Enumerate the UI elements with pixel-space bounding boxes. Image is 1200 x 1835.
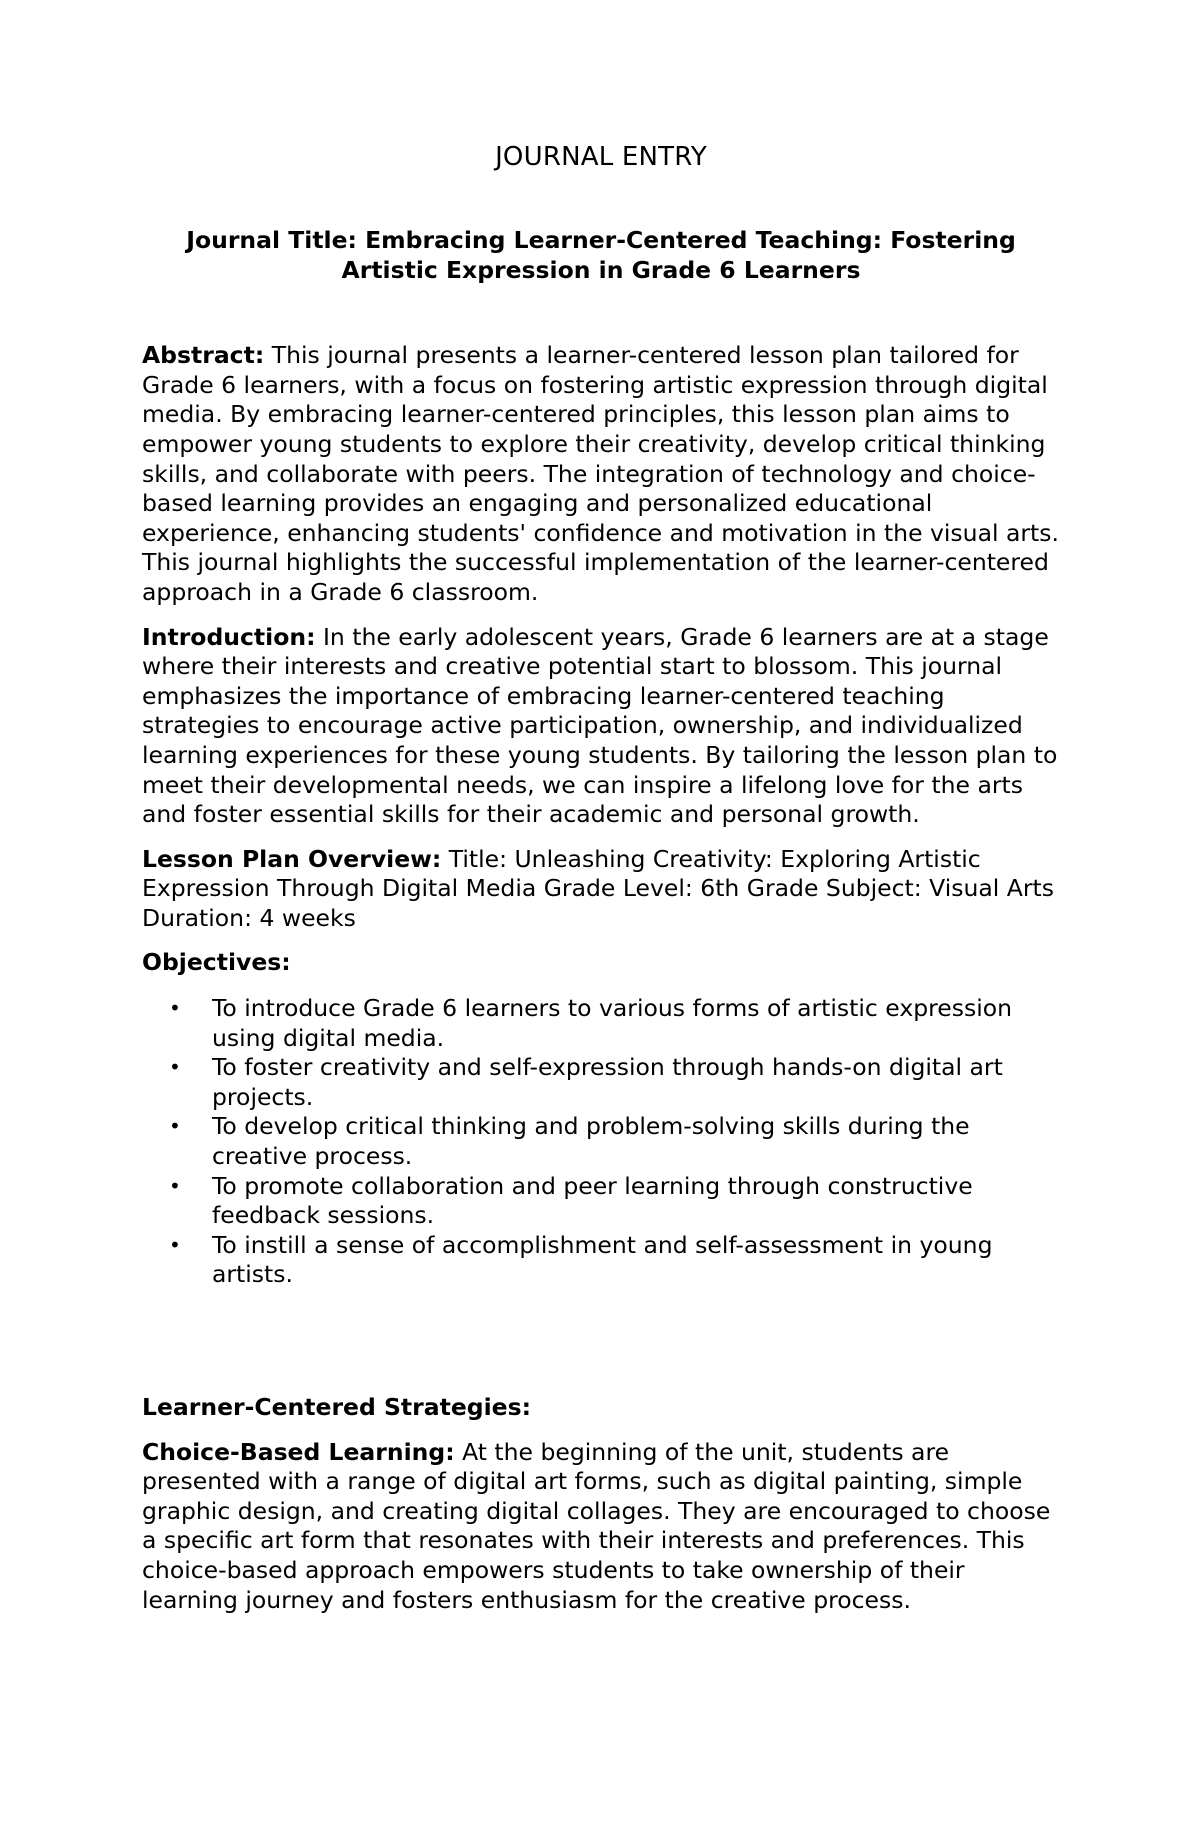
abstract-label: Abstract: bbox=[142, 341, 265, 370]
lesson-plan-overview-label: Lesson Plan Overview: bbox=[142, 844, 442, 873]
choice-based-learning-text: At the beginning of the unit, students are presented with a range of digital art forms, such as digital painting, simple graphic design, and creating digital collages. They are encouraged to choose a specific art form that resonates with their interests and preferences. This choice-based approach empowers students to take ownership of their learning journey and fosters enthusiasm for the creative process. bbox=[142, 1437, 1051, 1614]
bullet-icon: • bbox=[169, 996, 181, 1021]
bullet-icon: • bbox=[169, 1055, 181, 1080]
bullet-icon: • bbox=[169, 1114, 181, 1139]
objective-text: To develop critical thinking and problem-solving skills during the creative process. bbox=[212, 1112, 970, 1171]
abstract-paragraph bbox=[142, 341, 1060, 607]
lesson-plan-overview-text: Title: Unleashing Creativity: Exploring Artistic Expression Through Digital Media Grade Level: 6th Grade Subject: Visual Arts Duration: 4 weeks bbox=[142, 844, 1054, 932]
choice-based-learning-label: Choice-Based Learning: bbox=[142, 1437, 455, 1466]
list-item bbox=[142, 994, 1060, 1053]
list-item bbox=[142, 1053, 1060, 1112]
list-item bbox=[142, 1172, 1060, 1231]
list-item bbox=[142, 1231, 1060, 1290]
bullet-icon: • bbox=[169, 1173, 181, 1198]
objective-text: To promote collaboration and peer learning through constructive feedback sessions. bbox=[212, 1171, 973, 1230]
objective-text: To introduce Grade 6 learners to various forms of artistic expression using digital media. bbox=[212, 994, 1013, 1052]
lesson-plan-overview-paragraph bbox=[142, 845, 1060, 934]
abstract-text: This journal presents a learner-centered lesson plan tailored for Grade 6 learners, with a focus on fostering artistic expression through digital media. By embracing learner-centered principles, this lesson plan aims to empower young students to explore their creativity, develop critical thinking skills, and collaborate with peers. The integration of technology and choice-based learning provides an engaging and personalized educational experience, enhancing students' confidence and motivation in the visual arts. This journal highlights the successful implementation of the learner-centered approach in a Grade 6 classroom. bbox=[142, 341, 1059, 606]
introduction-text: In the early adolescent years, Grade 6 learners are at a stage where their interests and creative potential start to blossom. This journal emphasizes the importance of embracing learner-centered teaching strategies to encourage active participation, ownership, and individualized learning experiences for these young students. By tailoring the lesson plan to meet their developmental needs, we can inspire a lifelong love for the arts and foster essential skills for their academic and personal growth. bbox=[142, 622, 1058, 829]
document-title: JOURNAL ENTRY bbox=[495, 142, 707, 172]
objectives-heading: Objectives: bbox=[142, 948, 291, 977]
journal-title: Journal Title: Embracing Learner-Centered Teaching: Fostering Artistic Expression in Grade 6 Learners bbox=[186, 226, 1016, 284]
document-body bbox=[142, 140, 1060, 1615]
choice-based-learning-paragraph bbox=[142, 1438, 1060, 1616]
introduction-paragraph bbox=[142, 623, 1060, 830]
list-item bbox=[142, 1112, 1060, 1171]
bullet-icon: • bbox=[169, 1232, 181, 1257]
objective-text: To instill a sense of accomplishment and self-assessment in young artists. bbox=[212, 1230, 993, 1289]
objectives-list bbox=[142, 994, 1060, 1290]
objective-text: To foster creativity and self-expression through hands-on digital art projects. bbox=[212, 1053, 1003, 1111]
introduction-label: Introduction: bbox=[142, 622, 316, 651]
learner-centered-strategies-heading: Learner-Centered Strategies: bbox=[142, 1393, 531, 1421]
